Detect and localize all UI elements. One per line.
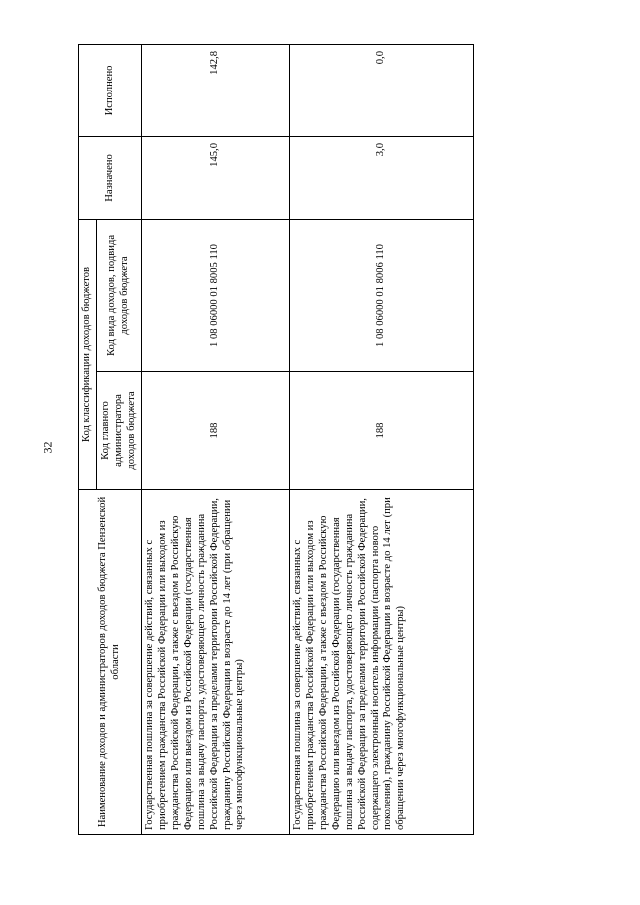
page-number: 32 (40, 441, 55, 454)
header-assigned: Назначено (79, 136, 142, 219)
row-name: Государственная пошлина за совершение действий, связанных с приобретением гражданства Российской Федерации или выходом из гражданства Российской Федерации, а также с въездом в Российскую Федерацию или выездом из Российской Федерации (государственная пошлина за выдачу паспорта, удостоверяющего личность гражданина Российской Федерации за пределами территории Российской Федерации, гражданину Российской Федерации в возрасте до 14 лет (при обращении через многофункциональные центры) (142, 490, 290, 835)
table-row (290, 44, 474, 834)
header-admin-code: Код главного администратора доходов бюджета (97, 372, 142, 490)
header-name: Наименование доходов и администраторов доходов бюджета Пензенской области (79, 490, 142, 835)
header-classification: Код классификации доходов бюджетов (79, 219, 97, 489)
row-admin-code: 188 (142, 372, 290, 490)
income-table (78, 44, 474, 835)
row-assigned: 3,0 (290, 136, 474, 219)
header-executed: Исполнено (79, 44, 142, 136)
table-row (142, 44, 290, 834)
header-income-code: Код вида доходов, подвида доходов бюджета (97, 219, 142, 371)
row-admin-code: 188 (290, 372, 474, 490)
rotated-table-container (78, 45, 468, 835)
row-executed: 142,8 (142, 44, 290, 136)
row-assigned: 145,0 (142, 136, 290, 219)
row-income-code: 1 08 06000 01 8005 110 (142, 219, 290, 371)
row-income-code: 1 08 06000 01 8006 110 (290, 219, 474, 371)
row-name: Государственная пошлина за совершение действий, связанных с приобретением гражданства Российской Федерации или выходом из гражданства Российской Федерации, а также с въездом в Российскую Федерацию или выездом из Российской Федерации (государственная пошлина за выдачу паспорта, удостоверяющего личность гражданина Российской Федерации за пределами территории Российской Федерации, содержащего электронный носитель информации (паспорта нового поколения), гражданину Российской Федерации в возрасте до 14 лет (при обращении через многофункциональные центры) (290, 490, 474, 835)
row-executed: 0,0 (290, 44, 474, 136)
